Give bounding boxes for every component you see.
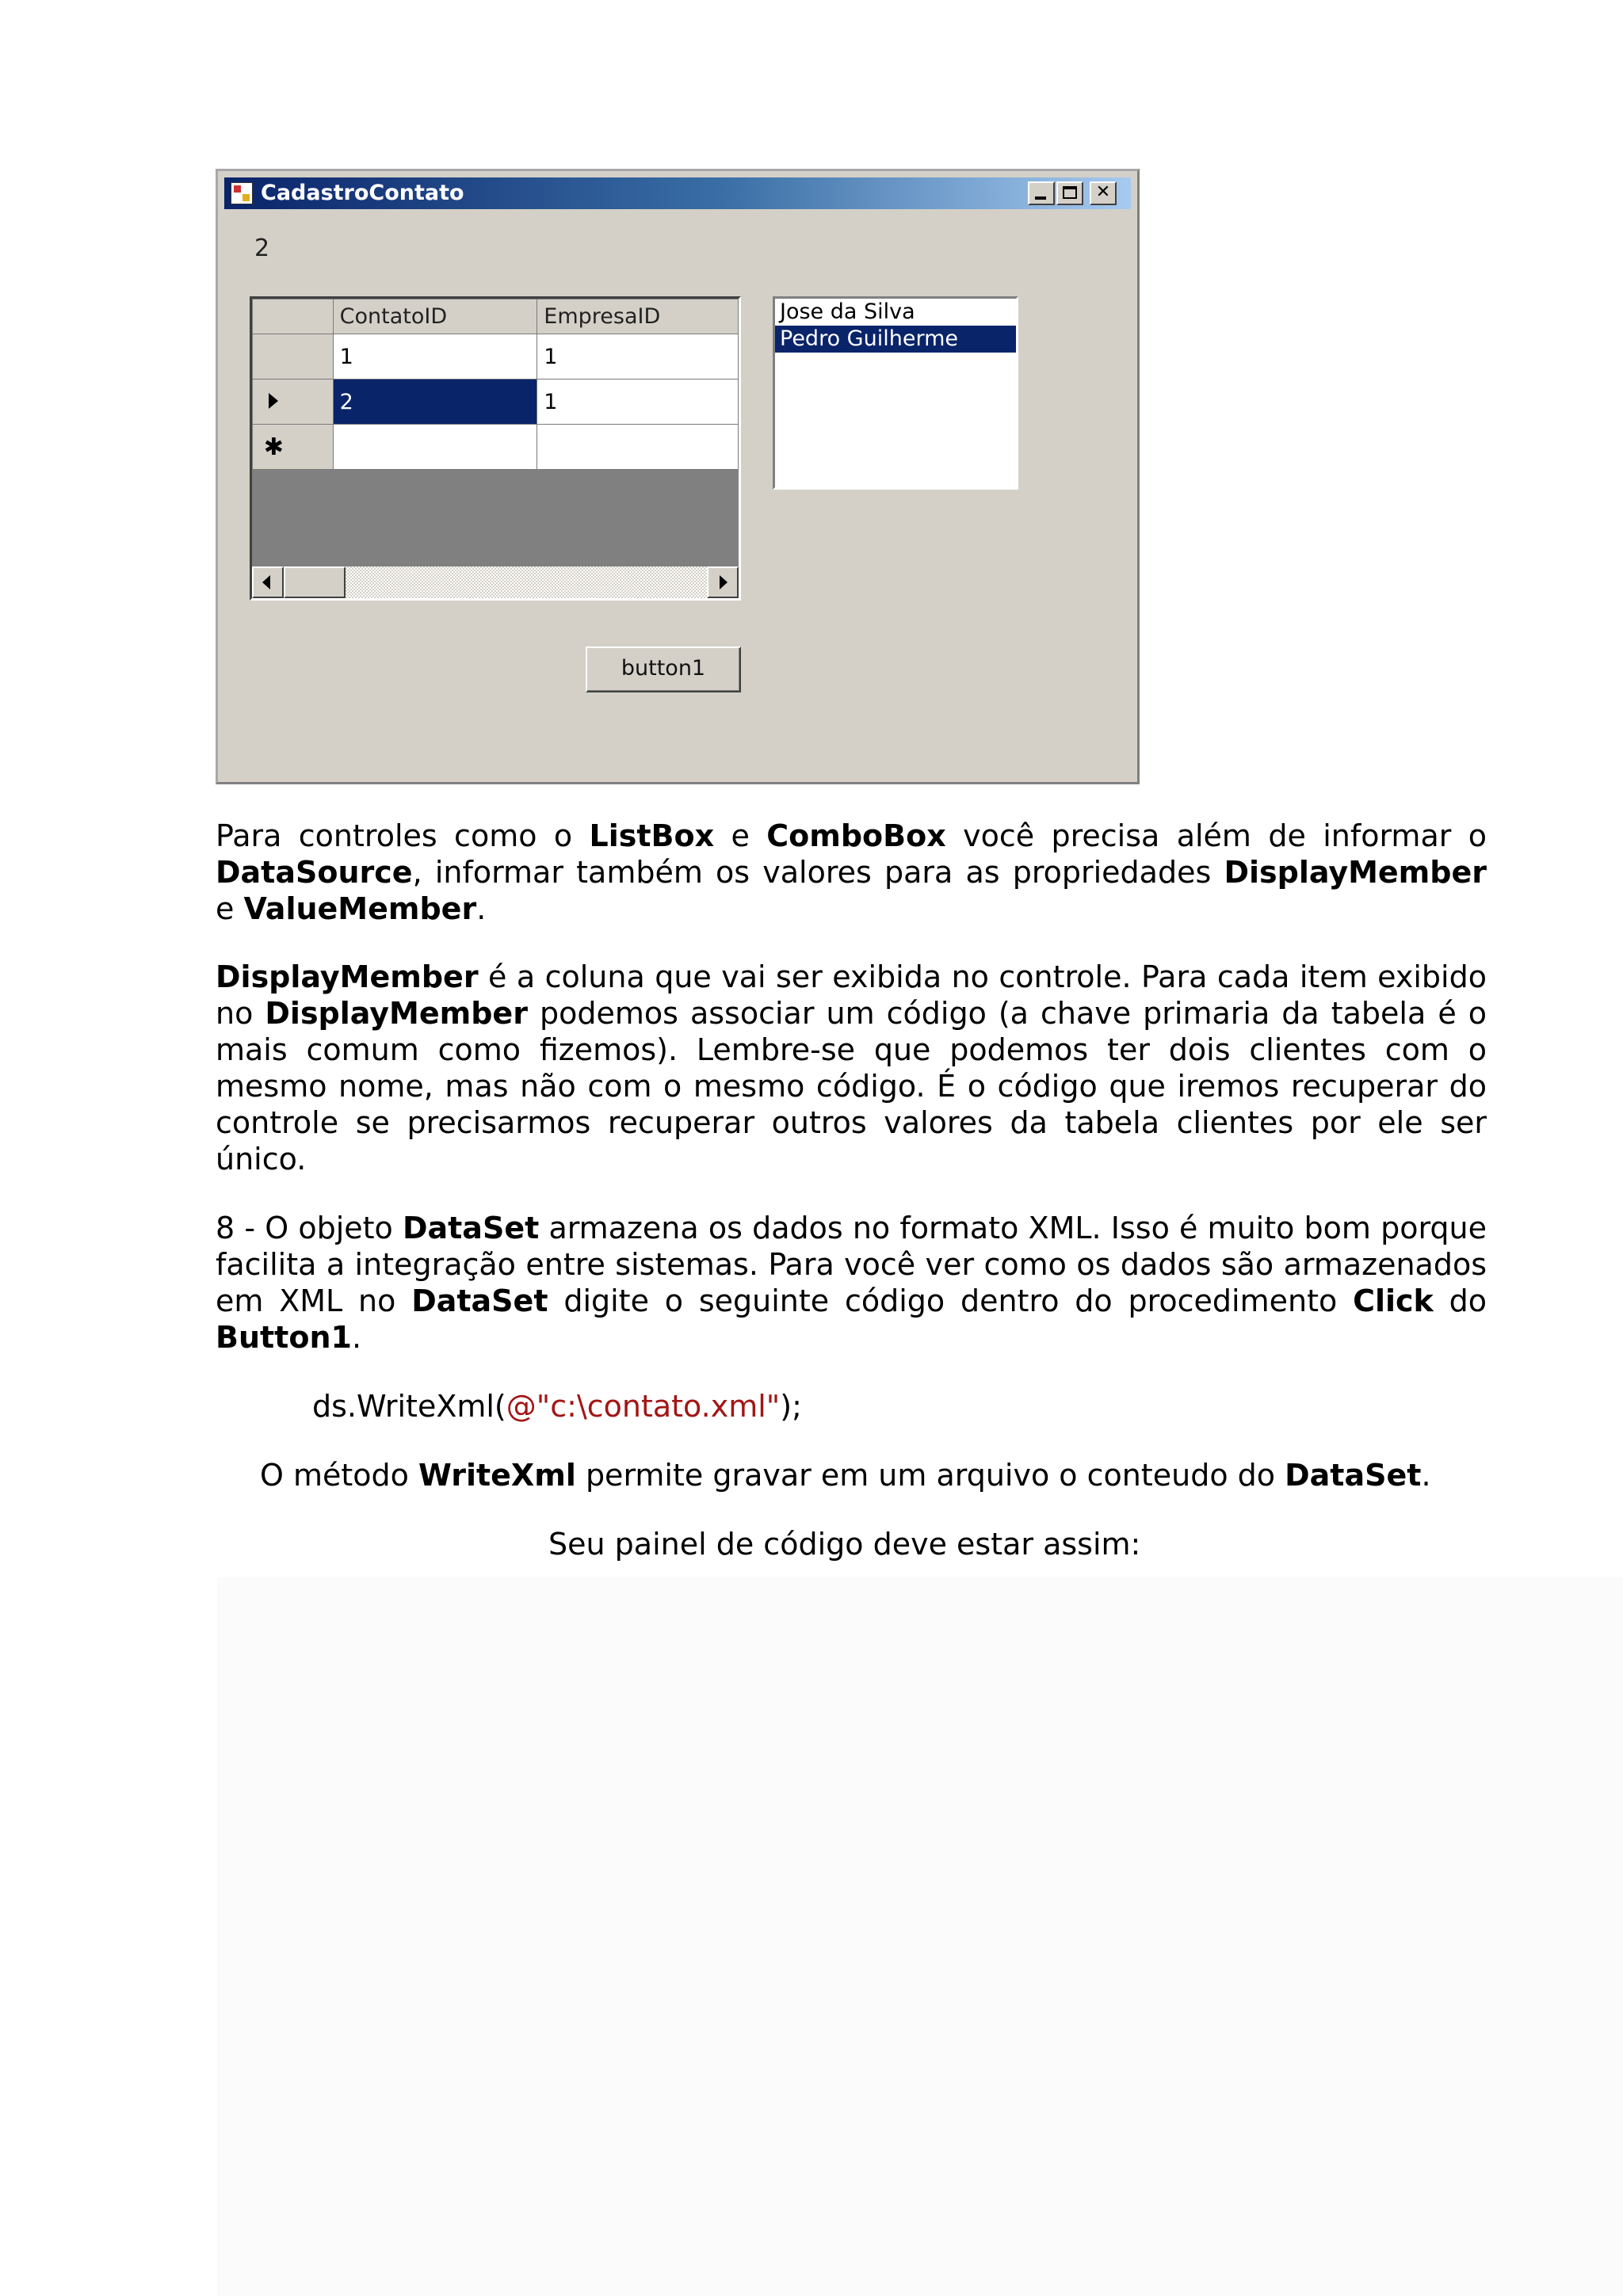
cadastro-contato-window — [216, 169, 1140, 784]
scroll-right-arrow-icon[interactable] — [707, 566, 739, 598]
grid-cell-empresaid[interactable] — [537, 425, 739, 470]
row-header[interactable] — [253, 379, 334, 425]
grid-header-row — [253, 299, 739, 334]
row-header[interactable] — [253, 425, 334, 470]
contacts-datagrid[interactable] — [250, 296, 741, 601]
list-item[interactable]: Jose da Silva — [780, 299, 915, 324]
list-item-selected[interactable]: Pedro Guilherme — [775, 326, 1016, 353]
new-row-star-icon: ✱ — [263, 433, 284, 461]
grid-cell-empresaid[interactable]: 1 — [537, 379, 739, 425]
grid-cell-contatoid[interactable] — [333, 425, 537, 470]
maximize-button[interactable] — [1056, 181, 1083, 205]
minimize-button[interactable] — [1028, 181, 1055, 205]
table-row[interactable] — [253, 379, 739, 425]
title-bar — [224, 177, 1131, 209]
current-row-arrow-icon — [269, 393, 278, 409]
window-title: CadastroContato — [261, 181, 464, 205]
paragraph-code-panel: Seu painel de código deve estar assim: — [548, 1527, 1141, 1562]
paragraph-listbox-combobox: Para controles como o ListBox e ComboBox você precisa além de informar o DataSource, informar também os valores para as propriedades DisplayMember e ValueMember. — [216, 818, 1487, 926]
paragraph-writexml: O método WriteXml permite gravar em um arquivo o conteudo do DataSet. — [260, 1458, 1431, 1493]
column-header-contatoid[interactable]: ContatoID — [333, 299, 537, 334]
horizontal-scrollbar[interactable] — [252, 566, 739, 598]
column-header-empresaid[interactable]: EmpresaID — [537, 299, 739, 334]
scroll-thumb[interactable] — [284, 566, 346, 598]
scroll-left-arrow-icon[interactable] — [252, 566, 284, 598]
grid-cell-contatoid[interactable]: 2 — [333, 379, 537, 425]
code-snippet: ds.WriteXml(@"c:\contato.xml"); — [312, 1389, 802, 1424]
new-row[interactable] — [253, 425, 739, 470]
clients-listbox[interactable] — [773, 296, 1018, 490]
row-header[interactable] — [253, 334, 334, 379]
app-icon — [231, 182, 253, 204]
grid-corner-cell — [253, 299, 334, 334]
button1[interactable]: button1 — [586, 646, 741, 692]
table-row[interactable] — [253, 334, 739, 379]
grid-cell-contatoid[interactable]: 1 — [333, 334, 537, 379]
page-background-tint — [217, 1577, 1623, 2296]
close-button[interactable]: ✕ — [1090, 181, 1117, 205]
paragraph-dataset-xml: 8 - O objeto DataSet armazena os dados no formato XML. Isso é muito bom porque facilita a integração entre sistemas. Para você ver como os dados são armazenados em XML no DataSet digite o seguinte código dentro do procedimento Click do Button1. — [216, 1211, 1487, 1355]
paragraph-displaymember: DisplayMember é a coluna que vai ser exibida no controle. Para cada item exibido no DisplayMember podemos associar um código (a chave primaria da tabela é o mais comum como fizemos). Lembre-se que podemos ter dois clientes com o mesmo nome, mas não com o mesmo código. É o código que iremos recuperar do controle se precisarmos recuperar outros valores da tabela clientes por ele ser único. — [216, 959, 1487, 1177]
record-count-label: 2 — [254, 235, 270, 262]
grid-cell-empresaid[interactable]: 1 — [537, 334, 739, 379]
